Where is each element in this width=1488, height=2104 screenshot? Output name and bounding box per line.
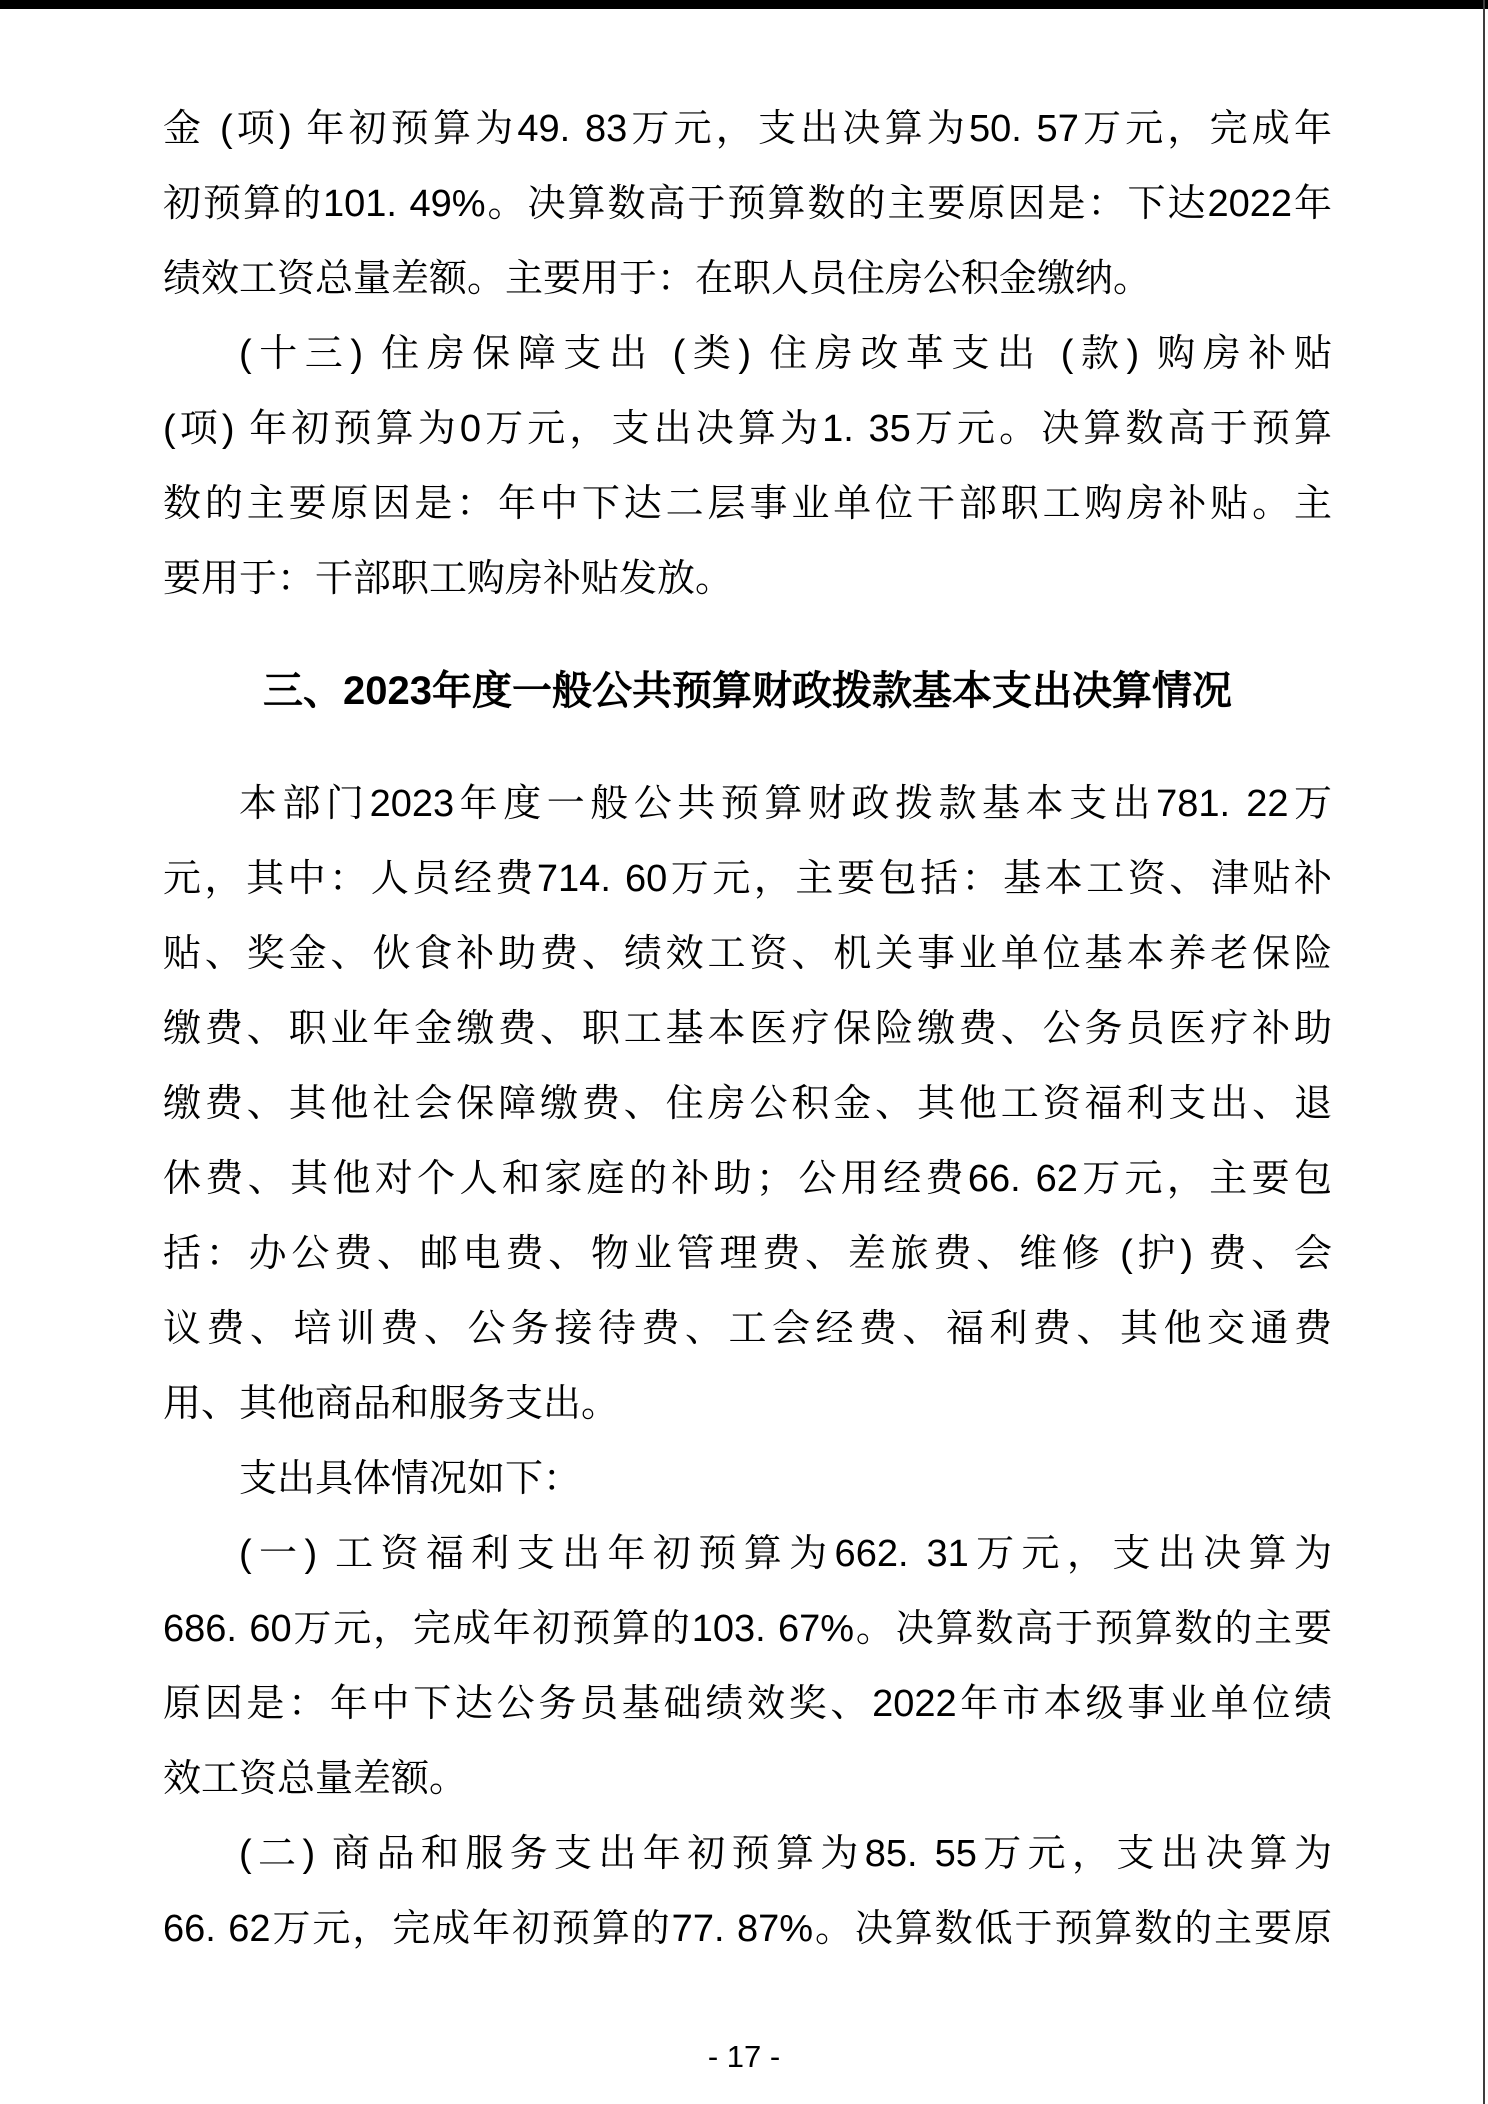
text-line: 绩效工资总量差额。主要用于：在职人员住房公积金缴纳。 bbox=[163, 258, 1152, 300]
text-line: 原因是：年中下达公务员基础绩效奖、2022年市本级事业单位绩 bbox=[163, 1683, 1332, 1725]
text-line: 效工资总量差额。 bbox=[163, 1758, 468, 1800]
text-line: 数的主要原因是：年中下达二层事业单位干部职工购房补贴。主 bbox=[163, 483, 1332, 525]
document-body bbox=[163, 0, 1332, 2000]
text-line: 本部门2023年度一般公共预算财政拨款基本支出781. 22万 bbox=[239, 783, 1332, 825]
text-line: (一) 工资福利支出年初预算为662. 31万元，支出决算为 bbox=[239, 1533, 1332, 1575]
scan-right-edge bbox=[1483, 0, 1485, 2104]
text-line: 议费、培训费、公务接待费、工会经费、福利费、其他交通费 bbox=[163, 1308, 1332, 1350]
text-line: 66. 62万元，完成年初预算的77. 87%。决算数低于预算数的主要原 bbox=[163, 1908, 1332, 1950]
text-line: (十三) 住房保障支出 (类) 住房改革支出 (款) 购房补贴 bbox=[239, 333, 1332, 375]
section-heading: 三、2023年度一般公共预算财政拨款基本支出决算情况 bbox=[263, 669, 1232, 713]
text-line: 休费、其他对个人和家庭的补助；公用经费66. 62万元，主要包 bbox=[163, 1158, 1332, 1200]
text-line: 元，其中：人员经费714. 60万元，主要包括：基本工资、津贴补 bbox=[163, 858, 1332, 900]
text-line: 括：办公费、邮电费、物业管理费、差旅费、维修 (护) 费、会 bbox=[163, 1233, 1332, 1275]
text-line: 用、其他商品和服务支出。 bbox=[163, 1383, 620, 1425]
text-line: 要用于：干部职工购房补贴发放。 bbox=[163, 558, 734, 600]
text-line: 贴、奖金、伙食补助费、绩效工资、机关事业单位基本养老保险 bbox=[163, 933, 1332, 975]
text-line: 缴费、职业年金缴费、职工基本医疗保险缴费、公务员医疗补助 bbox=[163, 1008, 1332, 1050]
page-number: - 17 - bbox=[707, 2039, 781, 2074]
text-line: 缴费、其他社会保障缴费、住房公积金、其他工资福利支出、退 bbox=[163, 1083, 1332, 1125]
text-line: 686. 60万元，完成年初预算的103. 67%。决算数高于预算数的主要 bbox=[163, 1608, 1332, 1650]
text-line: (二) 商品和服务支出年初预算为85. 55万元，支出决算为 bbox=[239, 1833, 1332, 1875]
text-line: 支出具体情况如下： bbox=[239, 1458, 582, 1500]
text-line: 初预算的101. 49%。决算数高于预算数的主要原因是：下达2022年 bbox=[163, 183, 1332, 225]
text-line: (项) 年初预算为0万元，支出决算为1. 35万元。决算数高于预算 bbox=[163, 408, 1332, 450]
text-line: 金 (项) 年初预算为49. 83万元，支出决算为50. 57万元，完成年 bbox=[163, 108, 1332, 150]
